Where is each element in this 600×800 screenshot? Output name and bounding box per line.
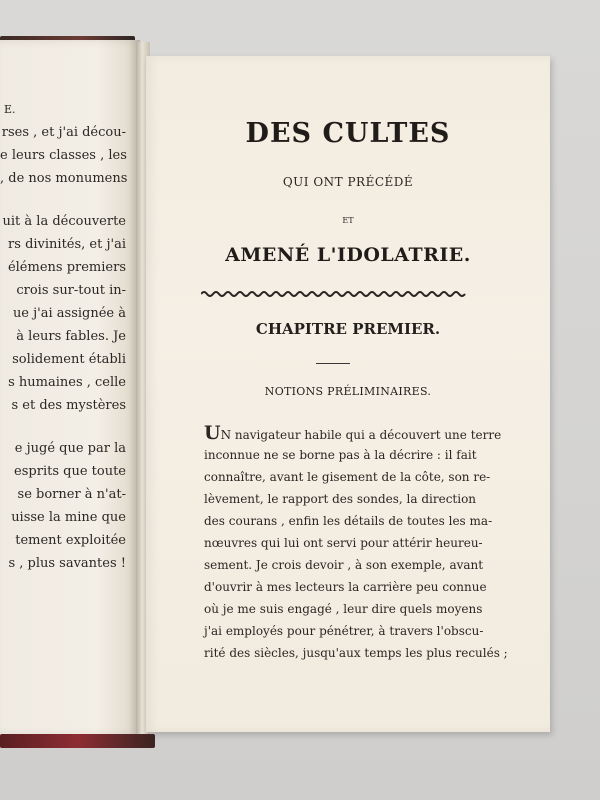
right-page [146, 56, 550, 732]
page-title: DES CULTES [245, 118, 451, 149]
left-page-line [0, 190, 126, 210]
left-page-line: solidement établi [12, 352, 126, 367]
title-conjunction: ET [342, 216, 354, 225]
left-page-line: tement exploitée [15, 533, 126, 548]
left-page-line: esprits que toute [14, 464, 126, 479]
body-line-first [204, 422, 502, 444]
left-page-line: s , plus savantes ! [8, 556, 126, 571]
left-page-line: E. [4, 103, 16, 116]
left-page-line: crois sur-tout in- [16, 283, 126, 298]
left-page-line: e leurs classes , les [0, 148, 127, 163]
chapter-heading: CHAPITRE PREMIER. [255, 320, 441, 338]
body-line: connaître, avant le gisement de la côte, son re- [204, 470, 491, 484]
first-line-text: N navigateur habile qui a découvert une terre [220, 428, 502, 442]
section-heading: NOTIONS PRÉLIMINAIRES. [264, 385, 432, 398]
left-page-line: à leurs fables. Je [16, 329, 126, 344]
body-paragraph [204, 422, 508, 664]
left-page-line: uit à la découverte [2, 214, 126, 229]
title-subtitle: QUI ONT PRÉCÉDÉ [282, 175, 414, 189]
left-page [0, 40, 140, 736]
left-page-line: s humaines , celle [8, 375, 126, 390]
decorative-wavy-rule [201, 290, 467, 298]
body-line: d'ouvrir à mes lecteurs la carrière peu connue [204, 580, 487, 594]
body-line: inconnue ne se borne pas à la décrire : il fait [204, 448, 477, 462]
left-page-line: élémens premiers [7, 260, 126, 275]
left-page-line: rs divinités, et j'ai [8, 237, 126, 252]
left-page-line: se borner à n'at- [17, 487, 126, 502]
drop-cap: U [204, 422, 221, 444]
left-page-line: , de nos monumens [0, 171, 128, 186]
title-second-line: AMENÉ L'IDOLATRIE. [225, 244, 471, 266]
body-line: j'ai employés pour pénétrer, à travers l'obscu- [204, 624, 484, 638]
left-page-line: e jugé que par la [14, 441, 126, 456]
left-page-line: uisse la mine que [11, 510, 126, 525]
left-page-line: ue j'ai assignée à [12, 306, 126, 321]
body-line: nœuvres qui lui ont servi pour attérir heureu- [204, 536, 483, 550]
left-page-text [0, 98, 126, 575]
short-divider-rule [316, 363, 350, 364]
left-page-line: s et des mystères [11, 398, 126, 413]
left-page-line [0, 417, 126, 437]
body-line: rité des siècles, jusqu'aux temps les plus reculés ; [204, 646, 508, 660]
body-line: où je me suis engagé , leur dire quels moyens [204, 602, 483, 616]
body-line: des courans , enfin les détails de toutes les ma- [204, 514, 493, 528]
body-line: lèvement, le rapport des sondes, la direction [204, 492, 477, 506]
body-line: sement. Je crois devoir , à son exemple, avant [204, 558, 484, 572]
book-binding-bottom [0, 734, 155, 748]
left-page-line: rses , et j'ai décou- [1, 125, 126, 140]
